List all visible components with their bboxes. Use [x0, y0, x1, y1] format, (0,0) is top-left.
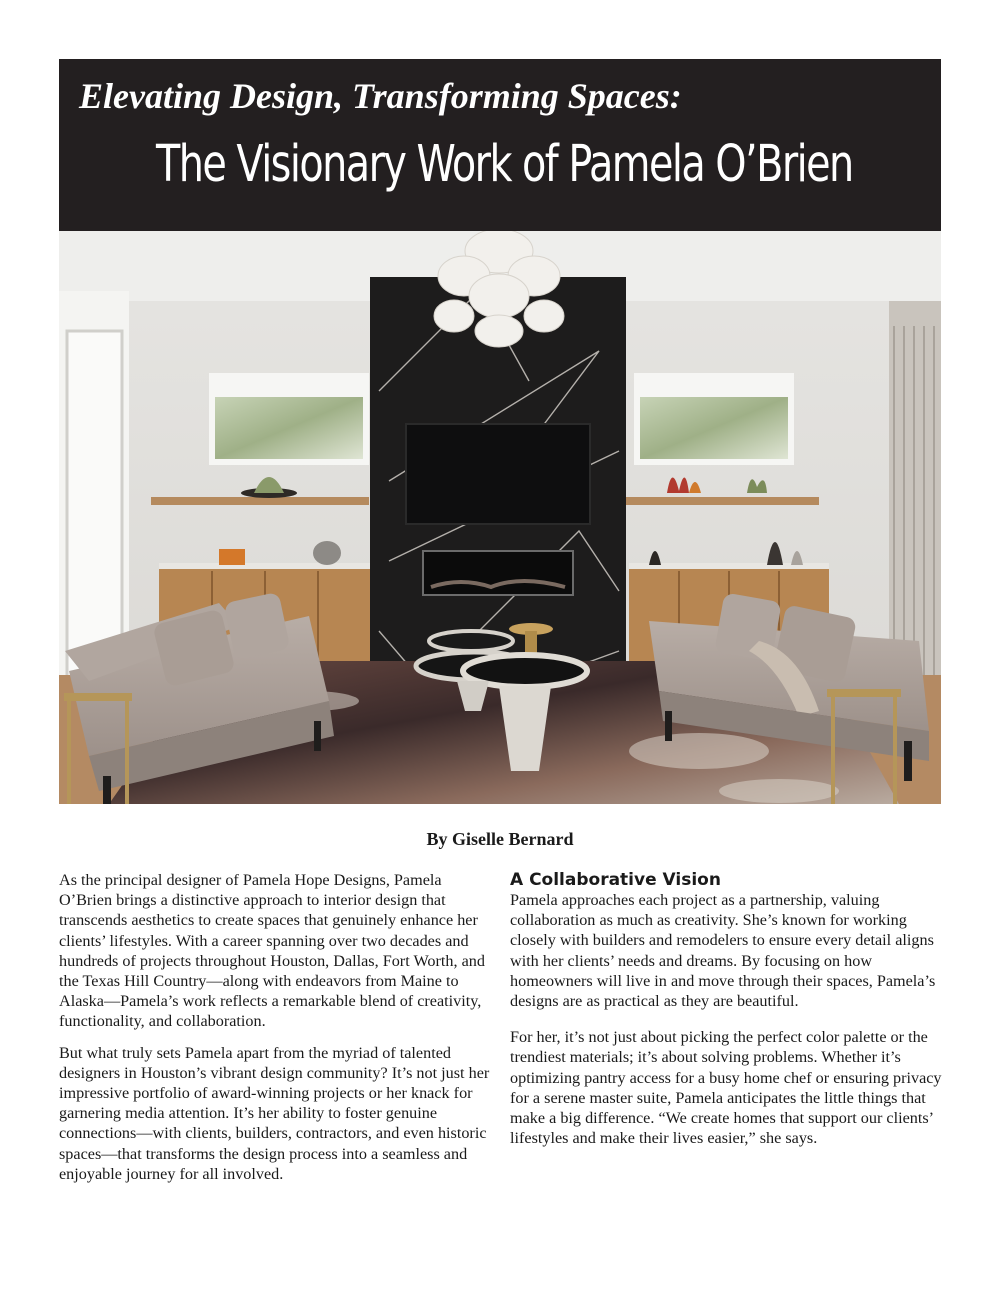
- paragraph: Pamela approaches each project as a partnership, valuing collaboration as much as creativity. She’s known for working closely with builders and remodelers to ensure every detail aligns with her clients’ needs and dreams. By focusing on how homeowners will live in and move through their spaces, Pamela’s designs are as practical as they are beautiful.: [510, 891, 936, 1011]
- right-column: [510, 870, 942, 1159]
- byline: By Giselle Bernard: [426, 829, 574, 849]
- paragraph: As the principal designer of Pamela Hope Designs, Pamela O’Brien brings a distinctive approach to interior design that transcends aesthetics to create spaces that genuinely enhance her clients’ lifestyles. With a career spanning over two decades and hundreds of projects throughout Houston, Dallas, Fort Worth, and the Texas Hill Country—along with endeavors from Maine to Alaska—Pamela’s work reflects a remarkable blend of creativity, functionality, and collaboration.: [59, 871, 485, 1031]
- headline: The Visionary Work of Pamela O’Brien: [156, 135, 853, 194]
- paragraph: But what truly sets Pamela apart from the myriad of talented designers in Houston’s vibrant design community? It’s not just her impressive portfolio of award-winning projects or her knack for garnering media attention. It’s her ability to foster genuine connections—with clients, builders, contractors, and even historic spaces—that transforms the design process into a seamless and enjoyable journey for all involved.: [59, 1043, 490, 1183]
- paragraph: For her, it’s not just about picking the perfect color palette or the trendiest materials; it’s about solving problems. Whether it’s optimizing pantry access for a busy home chef or ensuring privacy for a serene master suite, Pamela anticipates the little things that make a big difference. “We create homes that support our clients’ lifestyles and make their lives easier,” she says.: [510, 1028, 942, 1148]
- section-heading: A Collaborative Vision: [510, 870, 721, 890]
- kicker-title: Elevating Design, Transforming Spaces:: [79, 76, 682, 116]
- title-banner: [59, 59, 941, 231]
- living-room-photo: [59, 231, 941, 804]
- left-column: [59, 870, 491, 1195]
